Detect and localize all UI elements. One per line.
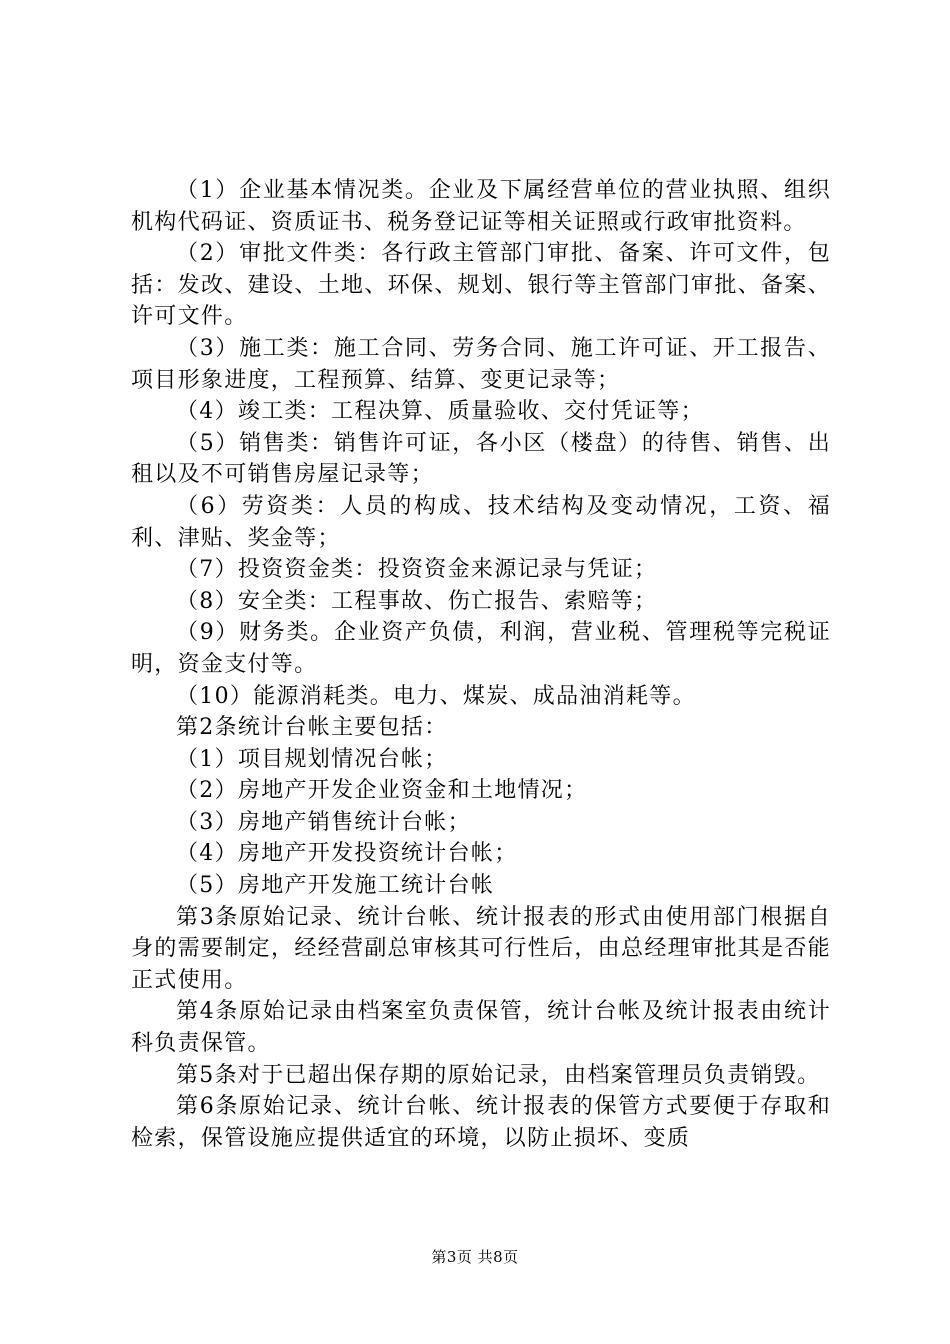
paragraph: （1）企业基本情况类。企业及下属经营单位的营业执照、组织机构代码证、资质证书、税务登记证等相关证照或行政审批资料。: [131, 178, 831, 235]
article-paragraph: 第3条原始记录、统计台帐、统计报表的形式由使用部门根据自身的需要制定，经经营副总审核其可行性后，由总经理审批其是否能正式使用。: [131, 904, 831, 993]
page-number-footer: 第3页 共8页: [431, 1248, 519, 1266]
paragraph: （3）施工类：施工合同、劳务合同、施工许可证、开工报告、项目形象进度，工程预算、结算、变更记录等；: [131, 335, 831, 393]
article-paragraph: 第4条原始记录由档案室负责保管，统计台帐及统计报表由统计科负责保管。: [131, 999, 831, 1057]
paragraph: （3）房地产销售统计台帐；: [176, 809, 471, 835]
article-heading: 第2条统计台帐主要包括：: [176, 715, 448, 741]
paragraph: （4）房地产开发投资统计台帐；: [176, 841, 518, 867]
paragraph: （2）审批文件类：各行政主管部门审批、备案、许可文件，包括：发改、建设、土地、环保、规划、银行等主管部门审批、备案、许可文件。: [131, 241, 831, 330]
paragraph: （7）投资资金类：投资资金来源记录与凭证；: [176, 557, 658, 583]
paragraph: （1）项目规划情况台帐；: [176, 746, 448, 772]
paragraph: （8）安全类：工程事故、伤亡报告、索赔等；: [176, 588, 658, 614]
document-body: [131, 175, 831, 1154]
paragraph: （4）竣工类：工程决算、质量验收、交付凭证等；: [176, 399, 704, 425]
paragraph: （5）房地产开发施工统计台帐: [176, 873, 495, 899]
article-paragraph: 第5条对于已超出保存期的原始记录，由档案管理员负责销毁。: [176, 1062, 821, 1088]
paragraph: （2）房地产开发企业资金和土地情况；: [176, 778, 588, 804]
paragraph: （5）销售类：销售许可证，各小区（楼盘）的待售、销售、出租以及不可销售房屋记录等；: [131, 430, 831, 488]
paragraph: （9）财务类。企业资产负债，利润，营业税、管理税等完税证明，资金支付等。: [131, 620, 831, 677]
article-paragraph: 第6条原始记录、统计台帐、统计报表的保管方式要便于存取和检索，保管设施应提供适宜的环境，以防止损坏、变质: [131, 1094, 831, 1151]
paragraph: （10）能源消耗类。电力、煤炭、成品油消耗等。: [176, 683, 696, 709]
paragraph: （6）劳资类：人员的构成、技术结构及变动情况，工资、福利、津贴、奖金等；: [131, 493, 831, 551]
